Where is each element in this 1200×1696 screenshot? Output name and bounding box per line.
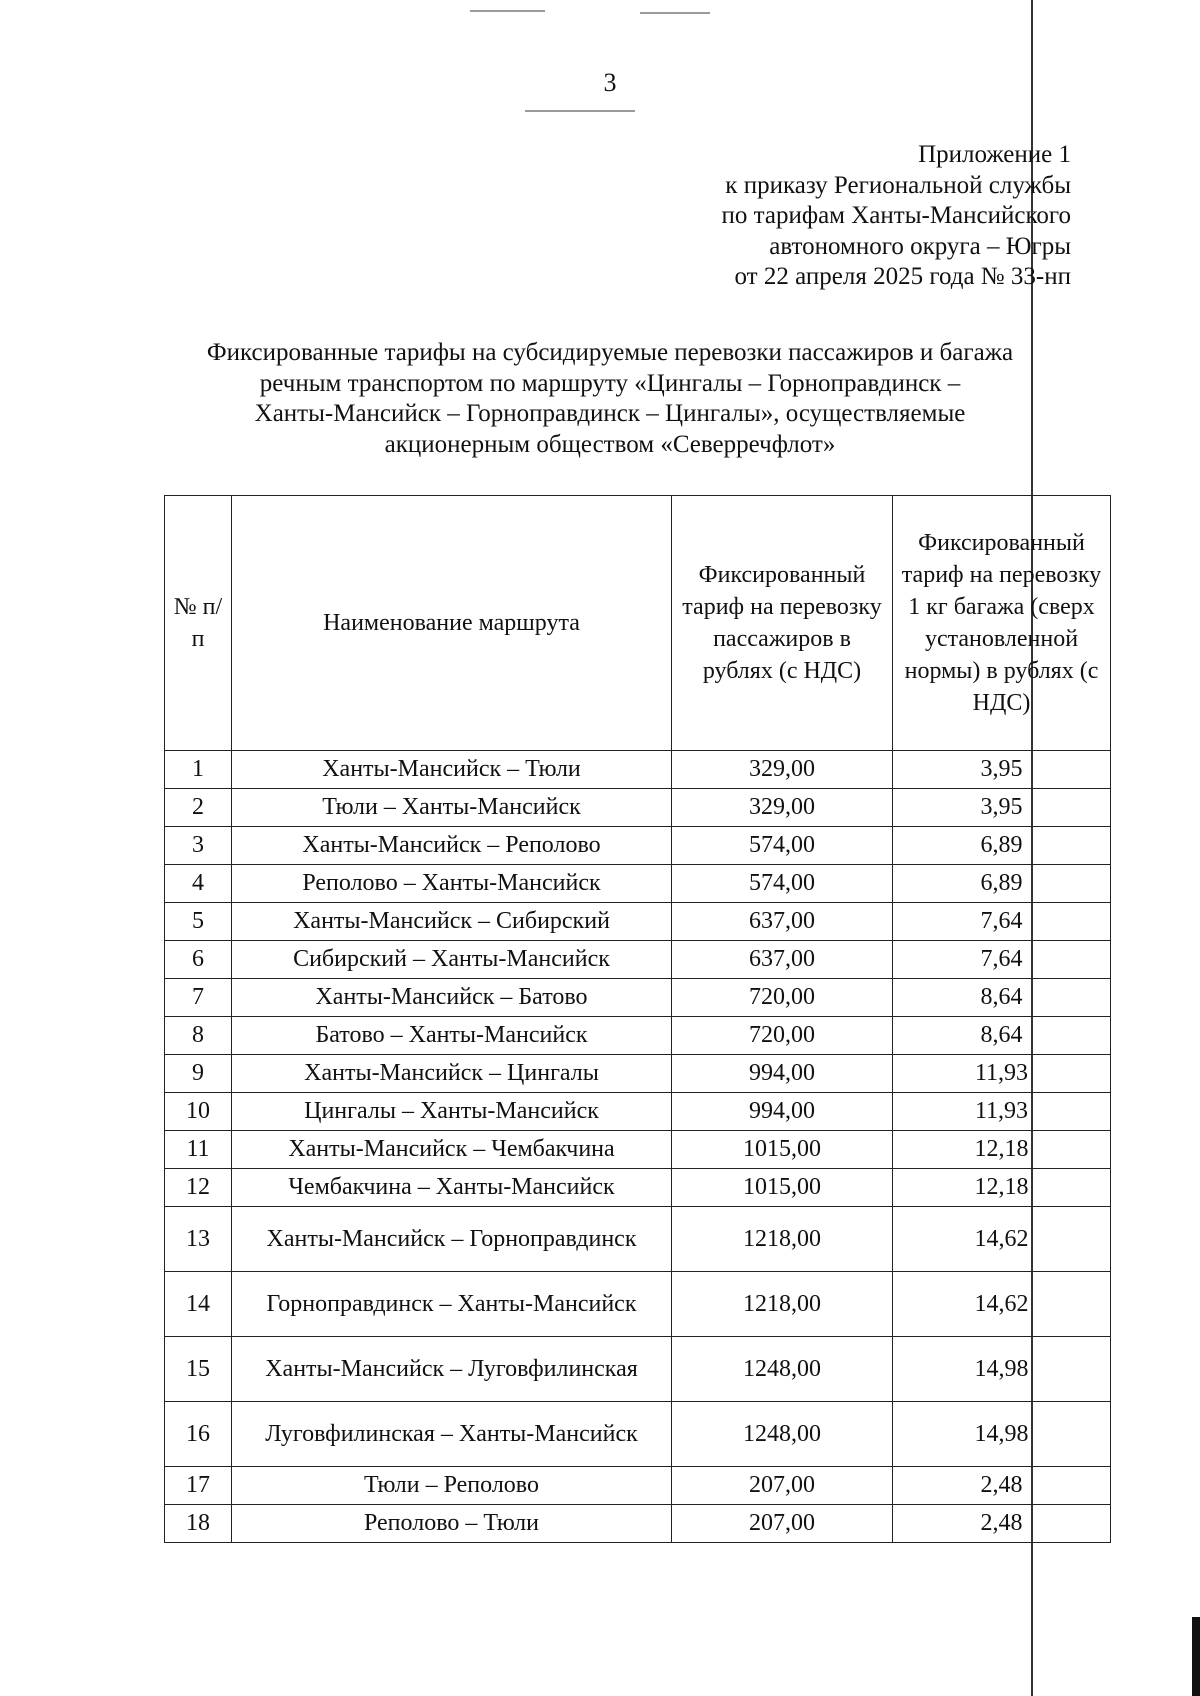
header-passenger-tariff: Фиксированный тариф на перевозку пассажиров в рублях (с НДС) xyxy=(672,496,893,751)
passenger-tariff: 1218,00 xyxy=(672,1207,893,1272)
row-number: 11 xyxy=(165,1131,232,1169)
route-name: Горноправдинск – Ханты-Мансийск xyxy=(232,1272,672,1337)
appendix-line: к приказу Региональной службы xyxy=(725,171,1071,199)
passenger-tariff: 1015,00 xyxy=(672,1169,893,1207)
title-line: акционерным обществом «Северречфлот» xyxy=(384,430,836,458)
route-name: Цингалы – Ханты-Мансийск xyxy=(232,1093,672,1131)
row-number: 9 xyxy=(165,1055,232,1093)
page-number: 3 xyxy=(603,68,617,97)
scan-speck xyxy=(525,110,635,112)
route-name: Батово – Ханты-Мансийск xyxy=(232,1017,672,1055)
header-route: Наименование маршрута xyxy=(232,496,672,751)
baggage-tariff: 2,48 xyxy=(893,1467,1111,1505)
route-name: Луговфилинская – Ханты-Мансийск xyxy=(232,1402,672,1467)
table-row xyxy=(165,1505,1111,1543)
route-name: Ханты-Мансийск – Тюли xyxy=(232,751,672,789)
baggage-tariff: 6,89 xyxy=(893,865,1111,903)
table-row xyxy=(165,1131,1111,1169)
passenger-tariff: 207,00 xyxy=(672,1505,893,1543)
baggage-tariff: 11,93 xyxy=(893,1055,1111,1093)
passenger-tariff: 637,00 xyxy=(672,903,893,941)
passenger-tariff: 329,00 xyxy=(672,789,893,827)
row-number: 4 xyxy=(165,865,232,903)
row-number: 16 xyxy=(165,1402,232,1467)
baggage-tariff: 12,18 xyxy=(893,1131,1111,1169)
row-number: 3 xyxy=(165,827,232,865)
row-number: 18 xyxy=(165,1505,232,1543)
row-number: 8 xyxy=(165,1017,232,1055)
passenger-tariff: 720,00 xyxy=(672,1017,893,1055)
row-number: 14 xyxy=(165,1272,232,1337)
route-name: Ханты-Мансийск – Чембакчина xyxy=(232,1131,672,1169)
table-row xyxy=(165,1017,1111,1055)
row-number: 5 xyxy=(165,903,232,941)
table-row xyxy=(165,1055,1111,1093)
passenger-tariff: 1248,00 xyxy=(672,1337,893,1402)
passenger-tariff: 574,00 xyxy=(672,865,893,903)
route-name: Ханты-Мансийск – Сибирский xyxy=(232,903,672,941)
table-row xyxy=(165,903,1111,941)
passenger-tariff: 207,00 xyxy=(672,1467,893,1505)
baggage-tariff: 8,64 xyxy=(893,1017,1111,1055)
passenger-tariff: 574,00 xyxy=(672,827,893,865)
appendix-line: от 22 апреля 2025 года № 33-нп xyxy=(734,263,1071,290)
table-row xyxy=(165,1467,1111,1505)
table-row xyxy=(165,865,1111,903)
table-row xyxy=(165,941,1111,979)
route-name: Тюли – Реполово xyxy=(232,1467,672,1505)
baggage-tariff: 12,18 xyxy=(893,1169,1111,1207)
title-line: Ханты-Мансийск – Горноправдинск – Цингалы», осуществляемые xyxy=(254,400,966,427)
passenger-tariff: 329,00 xyxy=(672,751,893,789)
appendix-line: Приложение 1 xyxy=(918,141,1071,168)
route-name: Ханты-Мансийск – Реполово xyxy=(232,827,672,865)
row-number: 6 xyxy=(165,941,232,979)
table-row xyxy=(165,1402,1111,1467)
header-baggage-tariff: Фиксированный тариф на перевозку 1 кг багажа (сверх установленной нормы) в рублях (с НДС) xyxy=(893,496,1111,751)
route-name: Реполово – Ханты-Мансийск xyxy=(232,865,672,903)
baggage-tariff: 8,64 xyxy=(893,979,1111,1017)
row-number: 10 xyxy=(165,1093,232,1131)
row-number: 17 xyxy=(165,1467,232,1505)
appendix-line: автономного округа – Югры xyxy=(769,232,1071,260)
appendix-block xyxy=(722,140,1071,293)
route-name: Сибирский – Ханты-Мансийск xyxy=(232,941,672,979)
tariffs-table xyxy=(164,495,1111,1543)
table-row xyxy=(165,827,1111,865)
title-line: речным транспортом по маршруту «Цингалы – Горноправдинск – xyxy=(259,369,961,397)
route-name: Ханты-Мансийск – Батово xyxy=(232,979,672,1017)
header-number: № п/п xyxy=(165,496,232,751)
baggage-tariff: 14,98 xyxy=(893,1337,1111,1402)
row-number: 15 xyxy=(165,1337,232,1402)
table-row xyxy=(165,1169,1111,1207)
row-number: 1 xyxy=(165,751,232,789)
passenger-tariff: 1248,00 xyxy=(672,1402,893,1467)
baggage-tariff: 6,89 xyxy=(893,827,1111,865)
passenger-tariff: 720,00 xyxy=(672,979,893,1017)
baggage-tariff: 3,95 xyxy=(893,751,1111,789)
route-name: Ханты-Мансийск – Горноправдинск xyxy=(232,1207,672,1272)
baggage-tariff: 7,64 xyxy=(893,941,1111,979)
route-name: Тюли – Ханты-Мансийск xyxy=(232,789,672,827)
title-line: Фиксированные тарифы на субсидируемые перевозки пассажиров и багажа xyxy=(206,339,1014,366)
table-row xyxy=(165,751,1111,789)
passenger-tariff: 994,00 xyxy=(672,1055,893,1093)
baggage-tariff: 14,98 xyxy=(893,1402,1111,1467)
baggage-tariff: 11,93 xyxy=(893,1093,1111,1131)
route-name: Реполово – Тюли xyxy=(232,1505,672,1543)
baggage-tariff: 14,62 xyxy=(893,1272,1111,1337)
baggage-tariff: 3,95 xyxy=(893,789,1111,827)
baggage-tariff: 7,64 xyxy=(893,903,1111,941)
passenger-tariff: 994,00 xyxy=(672,1093,893,1131)
baggage-tariff: 14,62 xyxy=(893,1207,1111,1272)
table-row xyxy=(165,1337,1111,1402)
passenger-tariff: 1015,00 xyxy=(672,1131,893,1169)
route-name: Ханты-Мансийск – Луговфилинская xyxy=(232,1337,672,1402)
table-header-row xyxy=(165,496,1111,751)
table-row xyxy=(165,1272,1111,1337)
table-row xyxy=(165,1207,1111,1272)
passenger-tariff: 1218,00 xyxy=(672,1272,893,1337)
table-row xyxy=(165,1093,1111,1131)
route-name: Чембакчина – Ханты-Мансийск xyxy=(232,1169,672,1207)
route-name: Ханты-Мансийск – Цингалы xyxy=(232,1055,672,1093)
row-number: 13 xyxy=(165,1207,232,1272)
table-row xyxy=(165,979,1111,1017)
row-number: 7 xyxy=(165,979,232,1017)
appendix-line: по тарифам Ханты-Мансийского xyxy=(721,202,1071,229)
row-number: 2 xyxy=(165,789,232,827)
baggage-tariff: 2,48 xyxy=(893,1505,1111,1543)
scan-speck xyxy=(640,12,710,14)
row-number: 12 xyxy=(165,1169,232,1207)
passenger-tariff: 637,00 xyxy=(672,941,893,979)
table-row xyxy=(165,789,1111,827)
scan-speck xyxy=(470,10,545,12)
scan-edge-mark xyxy=(1192,1617,1200,1696)
document-title xyxy=(130,338,1090,460)
